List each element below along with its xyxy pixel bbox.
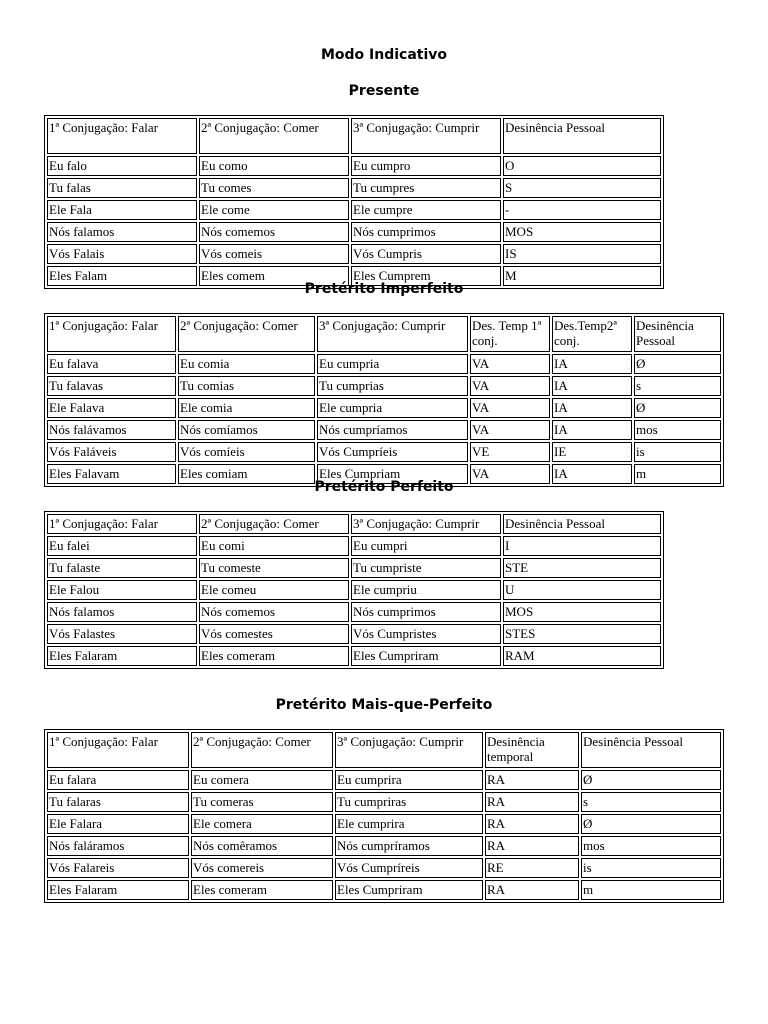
- table-cell: Vós Falareis: [47, 858, 189, 878]
- table-cell: s: [581, 792, 721, 812]
- table-cell: STES: [503, 624, 661, 644]
- table-cell: U: [503, 580, 661, 600]
- table-cell: Nós falamos: [47, 222, 197, 242]
- header-cell: 1ª Conjugação: Falar: [47, 732, 189, 768]
- header-cell: Desinência Pessoal: [581, 732, 721, 768]
- table-cell: Nós comíamos: [178, 420, 315, 440]
- table-preterito-perfeito: [44, 511, 664, 669]
- table-cell: Eu cumpria: [317, 354, 468, 374]
- table-cell: m: [634, 464, 721, 484]
- table-cell: Vós Faláveis: [47, 442, 176, 462]
- table-row: [47, 536, 661, 556]
- table-row: [47, 178, 661, 198]
- header-cell: 2ª Conjugação: Comer: [199, 118, 349, 154]
- table-cell: Ø: [634, 398, 721, 418]
- table-cell: IA: [552, 420, 632, 440]
- table-cell: IE: [552, 442, 632, 462]
- table-row: [47, 398, 721, 418]
- header-cell: 1ª Conjugação: Falar: [47, 316, 176, 352]
- table-cell: Eu falo: [47, 156, 197, 176]
- table-cell: VA: [470, 464, 550, 484]
- header-cell: Desinência Pessoal: [634, 316, 721, 352]
- table-cell: IA: [552, 464, 632, 484]
- table-cell: Ele comera: [191, 814, 333, 834]
- table-cell: Eles comem: [199, 266, 349, 286]
- table-cell: Nós cumprimos: [351, 222, 501, 242]
- table-cell: Tu falavas: [47, 376, 176, 396]
- table-cell: Ele come: [199, 200, 349, 220]
- table-cell: Tu cumprias: [317, 376, 468, 396]
- header-cell: 3ª Conjugação: Cumprir: [317, 316, 468, 352]
- table-row: [47, 376, 721, 396]
- table-cell: Vós Falastes: [47, 624, 197, 644]
- table-cell: Nós faláramos: [47, 836, 189, 856]
- table-cell: Nós falávamos: [47, 420, 176, 440]
- table-cell: mos: [581, 836, 721, 856]
- table-row: [47, 200, 661, 220]
- table-row: [47, 602, 661, 622]
- table-row: [47, 420, 721, 440]
- table-preterito-imperfeito: [44, 313, 724, 487]
- table-cell: MOS: [503, 222, 661, 242]
- table-row: [47, 624, 661, 644]
- table-cell: MOS: [503, 602, 661, 622]
- table-cell: IA: [552, 398, 632, 418]
- table-cell: m: [581, 880, 721, 900]
- table-cell: Vós Cumpríreis: [335, 858, 483, 878]
- table-cell: Eu como: [199, 156, 349, 176]
- table-cell: Eu falara: [47, 770, 189, 790]
- table-row: [47, 244, 661, 264]
- header-cell: 3ª Conjugação: Cumprir: [351, 118, 501, 154]
- table-cell: Ø: [581, 814, 721, 834]
- table-cell: O: [503, 156, 661, 176]
- table-cell: Eles Falaram: [47, 880, 189, 900]
- table-cell: RA: [485, 836, 579, 856]
- table-cell: RA: [485, 770, 579, 790]
- table-cell: Nós cumprimos: [351, 602, 501, 622]
- table-cell: Tu comias: [178, 376, 315, 396]
- header-cell: 3ª Conjugação: Cumprir: [351, 514, 501, 534]
- header-cell: Desinência Pessoal: [503, 118, 661, 154]
- table-cell: -: [503, 200, 661, 220]
- table-cell: Tu comes: [199, 178, 349, 198]
- table-row: [47, 156, 661, 176]
- table-row: [47, 880, 721, 900]
- table-cell: Eu cumprira: [335, 770, 483, 790]
- table-cell: Tu falas: [47, 178, 197, 198]
- table-cell: I: [503, 536, 661, 556]
- table-cell: Nós comêramos: [191, 836, 333, 856]
- table-cell: Eles Cumpriram: [351, 646, 501, 666]
- table-cell: Eu comia: [178, 354, 315, 374]
- table-cell: IS: [503, 244, 661, 264]
- table-cell: Eu falava: [47, 354, 176, 374]
- table-cell: VA: [470, 376, 550, 396]
- table-row: [47, 792, 721, 812]
- table-cell: Vós Cumpristes: [351, 624, 501, 644]
- table-cell: RA: [485, 814, 579, 834]
- table-header-row: [47, 118, 661, 154]
- table-cell: Tu cumpres: [351, 178, 501, 198]
- table-cell: RA: [485, 880, 579, 900]
- table-row: [47, 354, 721, 374]
- table-cell: RA: [485, 792, 579, 812]
- table-cell: Vós comereis: [191, 858, 333, 878]
- header-cell: 2ª Conjugação: Comer: [178, 316, 315, 352]
- table-cell: Ele cumpriu: [351, 580, 501, 600]
- table-header-row: [47, 514, 661, 534]
- table-header-row: [47, 732, 721, 768]
- table-cell: Eles comeram: [191, 880, 333, 900]
- header-cell: 1ª Conjugação: Falar: [47, 514, 197, 534]
- table-header-row: [47, 316, 721, 352]
- table-cell: Eles Cumprem: [351, 266, 501, 286]
- table-cell: Ele Falara: [47, 814, 189, 834]
- table-cell: Vós Falais: [47, 244, 197, 264]
- table-cell: Vós comíeis: [178, 442, 315, 462]
- table-cell: Eu cumpro: [351, 156, 501, 176]
- table-cell: IA: [552, 354, 632, 374]
- table-cell: VE: [470, 442, 550, 462]
- table-cell: Ele Falou: [47, 580, 197, 600]
- table-cell: is: [634, 442, 721, 462]
- table-cell: Eu cumpri: [351, 536, 501, 556]
- section-heading-presente: Presente: [348, 83, 420, 99]
- section-heading-preterito-perfeito: Pretérito Perfeito: [314, 479, 454, 495]
- table-cell: Tu comeste: [199, 558, 349, 578]
- table-cell: VA: [470, 354, 550, 374]
- page-title: Modo Indicativo: [320, 47, 448, 63]
- table-row: [47, 646, 661, 666]
- table-cell: mos: [634, 420, 721, 440]
- table-cell: Vós comestes: [199, 624, 349, 644]
- table-cell: Eu comera: [191, 770, 333, 790]
- table-cell: Vós Cumpris: [351, 244, 501, 264]
- table-cell: Ele cumpre: [351, 200, 501, 220]
- table-cell: Eu falei: [47, 536, 197, 556]
- table-cell: Eu comi: [199, 536, 349, 556]
- table-cell: Eles Falavam: [47, 464, 176, 484]
- table-cell: Ele Falava: [47, 398, 176, 418]
- table-cell: VA: [470, 398, 550, 418]
- table-presente: [44, 115, 664, 289]
- section-heading-preterito-imperfeito: Pretérito Imperfeito: [304, 281, 464, 297]
- table-cell: RAM: [503, 646, 661, 666]
- table-cell: Nós comemos: [199, 602, 349, 622]
- table-row: [47, 580, 661, 600]
- table-cell: S: [503, 178, 661, 198]
- header-cell: Desinência Pessoal: [503, 514, 661, 534]
- table-cell: Tu comeras: [191, 792, 333, 812]
- table-cell: Eles Falaram: [47, 646, 197, 666]
- table-cell: Tu cumpriras: [335, 792, 483, 812]
- table-cell: RE: [485, 858, 579, 878]
- table-row: [47, 442, 721, 462]
- table-cell: s: [634, 376, 721, 396]
- table-cell: Tu falaste: [47, 558, 197, 578]
- table-preterito-mais-que-perfeito: [44, 729, 724, 903]
- table-cell: M: [503, 266, 661, 286]
- table-cell: STE: [503, 558, 661, 578]
- table-cell: Ele cumprira: [335, 814, 483, 834]
- table-cell: Nós comemos: [199, 222, 349, 242]
- section-heading-preterito-mais-que-perfeito: Pretérito Mais-que-Perfeito: [275, 697, 493, 713]
- table-cell: Nós falamos: [47, 602, 197, 622]
- table-row: [47, 858, 721, 878]
- table-cell: Vós Cumpríeis: [317, 442, 468, 462]
- header-cell: 1ª Conjugação: Falar: [47, 118, 197, 154]
- table-cell: Tu falaras: [47, 792, 189, 812]
- header-cell: 2ª Conjugação: Comer: [199, 514, 349, 534]
- table-row: [47, 222, 661, 242]
- header-cell: 3ª Conjugação: Cumprir: [335, 732, 483, 768]
- table-cell: VA: [470, 420, 550, 440]
- table-cell: is: [581, 858, 721, 878]
- table-cell: Ele comeu: [199, 580, 349, 600]
- table-cell: Nós cumpríamos: [317, 420, 468, 440]
- table-row: [47, 836, 721, 856]
- header-cell: Des. Temp 1ª conj.: [470, 316, 550, 352]
- table-cell: Ø: [634, 354, 721, 374]
- header-cell: Des.Temp2ª conj.: [552, 316, 632, 352]
- table-cell: IA: [552, 376, 632, 396]
- table-row: [47, 814, 721, 834]
- table-cell: Eles Falam: [47, 266, 197, 286]
- table-cell: Eles Cumpriam: [317, 464, 468, 484]
- table-cell: Tu cumpriste: [351, 558, 501, 578]
- table-cell: Ele cumpria: [317, 398, 468, 418]
- header-cell: 2ª Conjugação: Comer: [191, 732, 333, 768]
- table-row: [47, 558, 661, 578]
- table-cell: Ø: [581, 770, 721, 790]
- table-cell: Nós cumpríramos: [335, 836, 483, 856]
- table-cell: Eles comiam: [178, 464, 315, 484]
- header-cell: Desinência temporal: [485, 732, 579, 768]
- table-cell: Eles comeram: [199, 646, 349, 666]
- table-cell: Eles Cumpriram: [335, 880, 483, 900]
- table-cell: Ele comia: [178, 398, 315, 418]
- table-cell: Vós comeis: [199, 244, 349, 264]
- table-row: [47, 770, 721, 790]
- table-cell: Ele Fala: [47, 200, 197, 220]
